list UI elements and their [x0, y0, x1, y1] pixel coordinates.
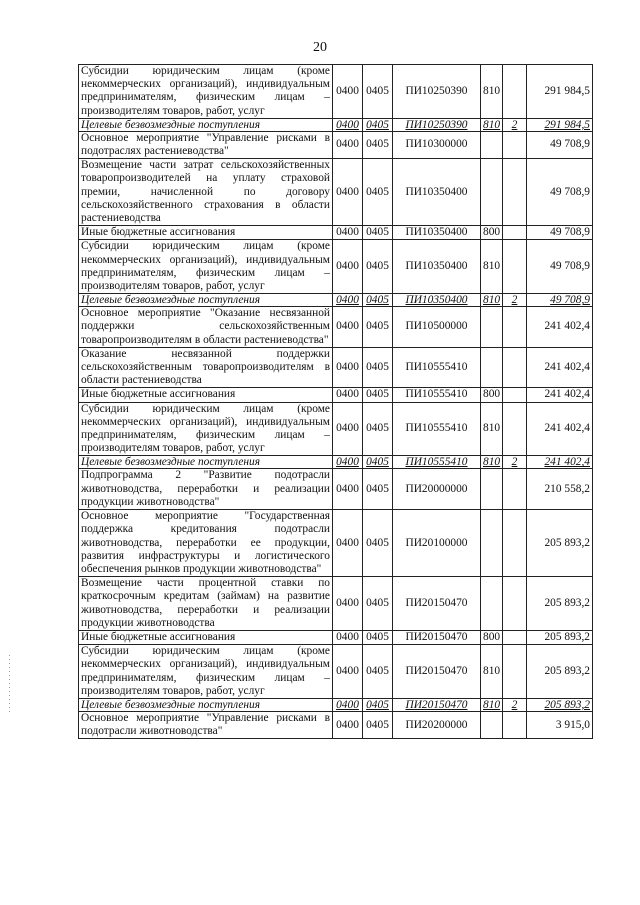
row-target-article: ПИ20200000 [393, 711, 481, 738]
row-name: Возмещение части затрат сельскохозяйственных товаропроизводителей на уплату страховой премии, начисленной по договору сельскохозяйственного страхования в области растениеводства [79, 159, 333, 226]
row-target-article: ПИ20150470 [393, 645, 481, 699]
row-subsection-code: 0405 [363, 456, 393, 469]
row-name: Целевые безвозмездные поступления [79, 698, 333, 711]
row-expense-type [481, 347, 503, 388]
row-section-code: 0400 [333, 577, 363, 631]
table-row [79, 645, 593, 699]
table-row [79, 469, 593, 510]
row-target-article: ПИ10350400 [393, 226, 481, 240]
row-amount: 241 402,4 [527, 347, 593, 388]
row-section-code: 0400 [333, 240, 363, 294]
row-section-code: 0400 [333, 711, 363, 738]
table-row-targeted-receipts [79, 698, 593, 711]
row-target-article: ПИ20100000 [393, 510, 481, 577]
row-source-code: 2 [503, 118, 527, 131]
row-amount: 210 558,2 [527, 469, 593, 510]
row-amount: 241 402,4 [527, 307, 593, 348]
row-amount: 241 402,4 [527, 402, 593, 456]
row-name: Иные бюджетные ассигнования [79, 388, 333, 402]
row-target-article: ПИ10555410 [393, 402, 481, 456]
row-expense-type: 810 [481, 65, 503, 119]
row-section-code: 0400 [333, 469, 363, 510]
row-amount: 205 893,2 [527, 510, 593, 577]
row-subsection-code: 0405 [363, 645, 393, 699]
row-source-code [503, 577, 527, 631]
table-row-targeted-receipts [79, 118, 593, 131]
row-section-code: 0400 [333, 226, 363, 240]
row-section-code: 0400 [333, 118, 363, 131]
row-subsection-code: 0405 [363, 294, 393, 307]
row-subsection-code: 0405 [363, 388, 393, 402]
row-target-article: ПИ10350400 [393, 240, 481, 294]
row-expense-type [481, 307, 503, 348]
table-row [79, 240, 593, 294]
row-amount: 49 708,9 [527, 226, 593, 240]
budget-table [78, 64, 593, 739]
row-source-code [503, 65, 527, 119]
row-expense-type: 810 [481, 698, 503, 711]
row-section-code: 0400 [333, 307, 363, 348]
row-expense-type: 800 [481, 388, 503, 402]
row-subsection-code: 0405 [363, 469, 393, 510]
row-amount: 49 708,9 [527, 131, 593, 158]
row-source-code [503, 347, 527, 388]
row-name: Целевые безвозмездные поступления [79, 294, 333, 307]
row-expense-type [481, 159, 503, 226]
row-subsection-code: 0405 [363, 240, 393, 294]
page-number: 20 [313, 40, 327, 55]
row-target-article: ПИ20000000 [393, 469, 481, 510]
table-row [79, 159, 593, 226]
row-section-code: 0400 [333, 159, 363, 226]
table-row-targeted-receipts [79, 456, 593, 469]
row-name: Основное мероприятие "Управление рисками в подотрасли животноводства" [79, 711, 333, 738]
row-target-article: ПИ10555410 [393, 456, 481, 469]
row-section-code: 0400 [333, 645, 363, 699]
table-row [79, 65, 593, 119]
table-row [79, 711, 593, 738]
row-subsection-code: 0405 [363, 347, 393, 388]
table-row [79, 226, 593, 240]
table-row [79, 510, 593, 577]
row-section-code: 0400 [333, 402, 363, 456]
row-expense-type [481, 469, 503, 510]
budget-table-body [79, 65, 593, 739]
table-row [79, 347, 593, 388]
row-expense-type: 810 [481, 645, 503, 699]
row-amount: 241 402,4 [527, 456, 593, 469]
row-section-code: 0400 [333, 630, 363, 644]
row-expense-type: 810 [481, 240, 503, 294]
row-name: Подпрограмма 2 "Развитие подотрасли животноводства, переработки и реализации продукции животноводства" [79, 469, 333, 510]
row-source-code [503, 469, 527, 510]
row-target-article: ПИ10555410 [393, 347, 481, 388]
row-section-code: 0400 [333, 65, 363, 119]
row-name: Основное мероприятие "Государственная поддержка кредитования подотрасли животноводства, переработки ее продукции, развития инфраструктуры и логистического обеспечения рынков продукции животноводства" [79, 510, 333, 577]
row-subsection-code: 0405 [363, 65, 393, 119]
row-subsection-code: 0405 [363, 131, 393, 158]
row-target-article: ПИ20150470 [393, 577, 481, 631]
row-target-article: ПИ10555410 [393, 388, 481, 402]
table-row [79, 307, 593, 348]
row-expense-type: 810 [481, 294, 503, 307]
table-row [79, 630, 593, 644]
row-section-code: 0400 [333, 698, 363, 711]
row-target-article: ПИ20150470 [393, 698, 481, 711]
row-expense-type: 810 [481, 118, 503, 131]
row-amount: 205 893,2 [527, 577, 593, 631]
margin-mark [9, 655, 10, 715]
table-row-targeted-receipts [79, 294, 593, 307]
row-name: Субсидии юридическим лицам (кроме некоммерческих организаций), индивидуальным предпринимателям, физическим лицам – производителям товаров, работ, услуг [79, 65, 333, 119]
row-expense-type [481, 131, 503, 158]
row-amount: 291 984,5 [527, 118, 593, 131]
row-subsection-code: 0405 [363, 630, 393, 644]
row-subsection-code: 0405 [363, 159, 393, 226]
row-source-code [503, 226, 527, 240]
row-name: Иные бюджетные ассигнования [79, 630, 333, 644]
row-section-code: 0400 [333, 456, 363, 469]
row-expense-type: 800 [481, 630, 503, 644]
row-expense-type: 810 [481, 456, 503, 469]
row-target-article: ПИ10250390 [393, 65, 481, 119]
row-subsection-code: 0405 [363, 698, 393, 711]
row-name: Возмещение части процентной ставки по краткосрочным кредитам (займам) на развитие животноводства, переработки и реализации продукции животноводства [79, 577, 333, 631]
row-name: Субсидии юридическим лицам (кроме некоммерческих организаций), индивидуальным предпринимателям, физическим лицам – производителям товаров, работ, услуг [79, 402, 333, 456]
table-row [79, 577, 593, 631]
row-source-code [503, 402, 527, 456]
row-name: Оказание несвязанной поддержки сельскохозяйственным товаропроизводителям в области растениеводства [79, 347, 333, 388]
row-target-article: ПИ10350400 [393, 294, 481, 307]
row-source-code: 2 [503, 698, 527, 711]
row-expense-type: 800 [481, 226, 503, 240]
row-name: Основное мероприятие "Управление рисками в подотраслях растениеводства" [79, 131, 333, 158]
row-subsection-code: 0405 [363, 711, 393, 738]
row-target-article: ПИ10250390 [393, 118, 481, 131]
row-target-article: ПИ20150470 [393, 630, 481, 644]
row-source-code [503, 630, 527, 644]
row-subsection-code: 0405 [363, 402, 393, 456]
row-subsection-code: 0405 [363, 226, 393, 240]
row-amount: 49 708,9 [527, 159, 593, 226]
row-expense-type [481, 711, 503, 738]
row-source-code: 2 [503, 456, 527, 469]
table-row [79, 388, 593, 402]
row-expense-type [481, 577, 503, 631]
row-amount: 205 893,2 [527, 630, 593, 644]
row-section-code: 0400 [333, 131, 363, 158]
row-name: Иные бюджетные ассигнования [79, 226, 333, 240]
row-subsection-code: 0405 [363, 577, 393, 631]
row-source-code [503, 711, 527, 738]
row-section-code: 0400 [333, 347, 363, 388]
row-name: Субсидии юридическим лицам (кроме некоммерческих организаций), индивидуальным предпринимателям, физическим лицам – производителям товаров, работ, услуг [79, 645, 333, 699]
row-subsection-code: 0405 [363, 510, 393, 577]
row-amount: 49 708,9 [527, 240, 593, 294]
row-subsection-code: 0405 [363, 118, 393, 131]
row-source-code [503, 510, 527, 577]
row-name: Целевые безвозмездные поступления [79, 118, 333, 131]
row-name: Субсидии юридическим лицам (кроме некоммерческих организаций), индивидуальным предпринимателям, физическим лицам – производителям товаров, работ, услуг [79, 240, 333, 294]
row-amount: 205 893,2 [527, 698, 593, 711]
row-source-code [503, 388, 527, 402]
row-section-code: 0400 [333, 510, 363, 577]
row-amount: 49 708,9 [527, 294, 593, 307]
table-row [79, 131, 593, 158]
row-expense-type: 810 [481, 402, 503, 456]
row-source-code [503, 307, 527, 348]
row-source-code [503, 131, 527, 158]
row-name: Основное мероприятие "Оказание несвязанной поддержки сельскохозяйственным товаропроизводителям в области растениеводства" [79, 307, 333, 348]
row-section-code: 0400 [333, 294, 363, 307]
row-target-article: ПИ10500000 [393, 307, 481, 348]
row-target-article: ПИ10300000 [393, 131, 481, 158]
row-amount: 205 893,2 [527, 645, 593, 699]
row-expense-type [481, 510, 503, 577]
table-row [79, 402, 593, 456]
row-section-code: 0400 [333, 388, 363, 402]
row-amount: 241 402,4 [527, 388, 593, 402]
row-source-code [503, 645, 527, 699]
row-source-code [503, 240, 527, 294]
row-amount: 3 915,0 [527, 711, 593, 738]
row-subsection-code: 0405 [363, 307, 393, 348]
row-source-code: 2 [503, 294, 527, 307]
row-name: Целевые безвозмездные поступления [79, 456, 333, 469]
row-amount: 291 984,5 [527, 65, 593, 119]
row-source-code [503, 159, 527, 226]
row-target-article: ПИ10350400 [393, 159, 481, 226]
